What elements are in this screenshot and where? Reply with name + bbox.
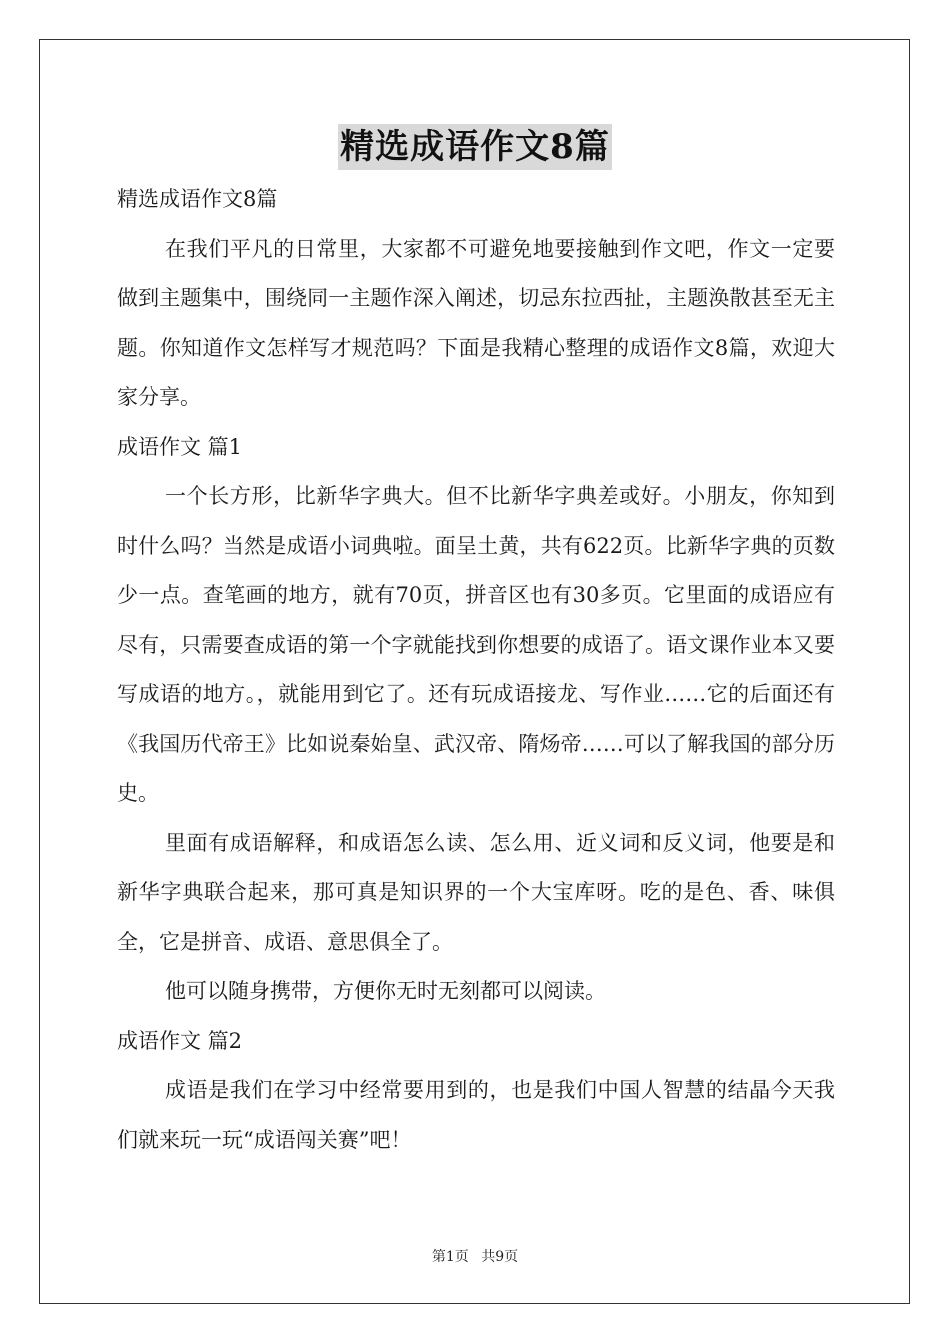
section1-heading: 成语作文 篇1 xyxy=(117,434,243,459)
section1-paragraph-3: 他可以随身携带，方便你无时无刻都可以阅读。 xyxy=(165,979,606,1003)
document-body xyxy=(117,175,835,1165)
page-total: 共9页 xyxy=(481,1249,519,1265)
section2-heading: 成语作文 篇2 xyxy=(117,1028,243,1053)
section1-paragraph-2: 里面有成语解释，和成语怎么读、怎么用、近义词和反义词，他要是和新华字典联合起来，那可真是知识界的一个大宝库呀。吃的是色、香、味俱全，它是拼音、成语、意思俱全了。 xyxy=(117,830,835,954)
document-title: 精选成语作文8篇 xyxy=(338,124,612,170)
page-number: 第1页 xyxy=(431,1249,469,1265)
document-subtitle: 精选成语作文8篇 xyxy=(117,187,278,211)
section1-paragraph-1: 一个长方形，比新华字典大。但不比新华字典差或好。小朋友，你知到时什么吗？当然是成语小词典啦。面呈土黄，共有622页。比新华字典的页数少一点。查笔画的地方，就有70页，拼音区也有30多页。它里面的成语应有尽有，只需要查成语的第一个字就能找到你想要的成语了。语文课作业本又要写成语的地方。，就能用到它了。还有玩成语接龙、写作业……它的后面还有《我国历代帝王》比如说秦始皇、武汉帝、隋炀帝……可以了解我国的部分历史。 xyxy=(117,484,835,805)
section2-paragraph-1: 成语是我们在学习中经常要用到的，也是我们中国人智慧的结晶今天我们就来玩一玩“成语闯关赛”吧！ xyxy=(117,1078,835,1152)
page-footer xyxy=(0,1246,950,1266)
intro-paragraph: 在我们平凡的日常里，大家都不可避免地要接触到作文吧，作文一定要做到主题集中，围绕同一主题作深入阐述，切忌东拉西扯，主题涣散甚至无主题。你知道作文怎样写才规范吗？下面是我精心整理的成语作文8篇，欢迎大家分享。 xyxy=(117,236,835,409)
title-wrap xyxy=(0,124,950,170)
